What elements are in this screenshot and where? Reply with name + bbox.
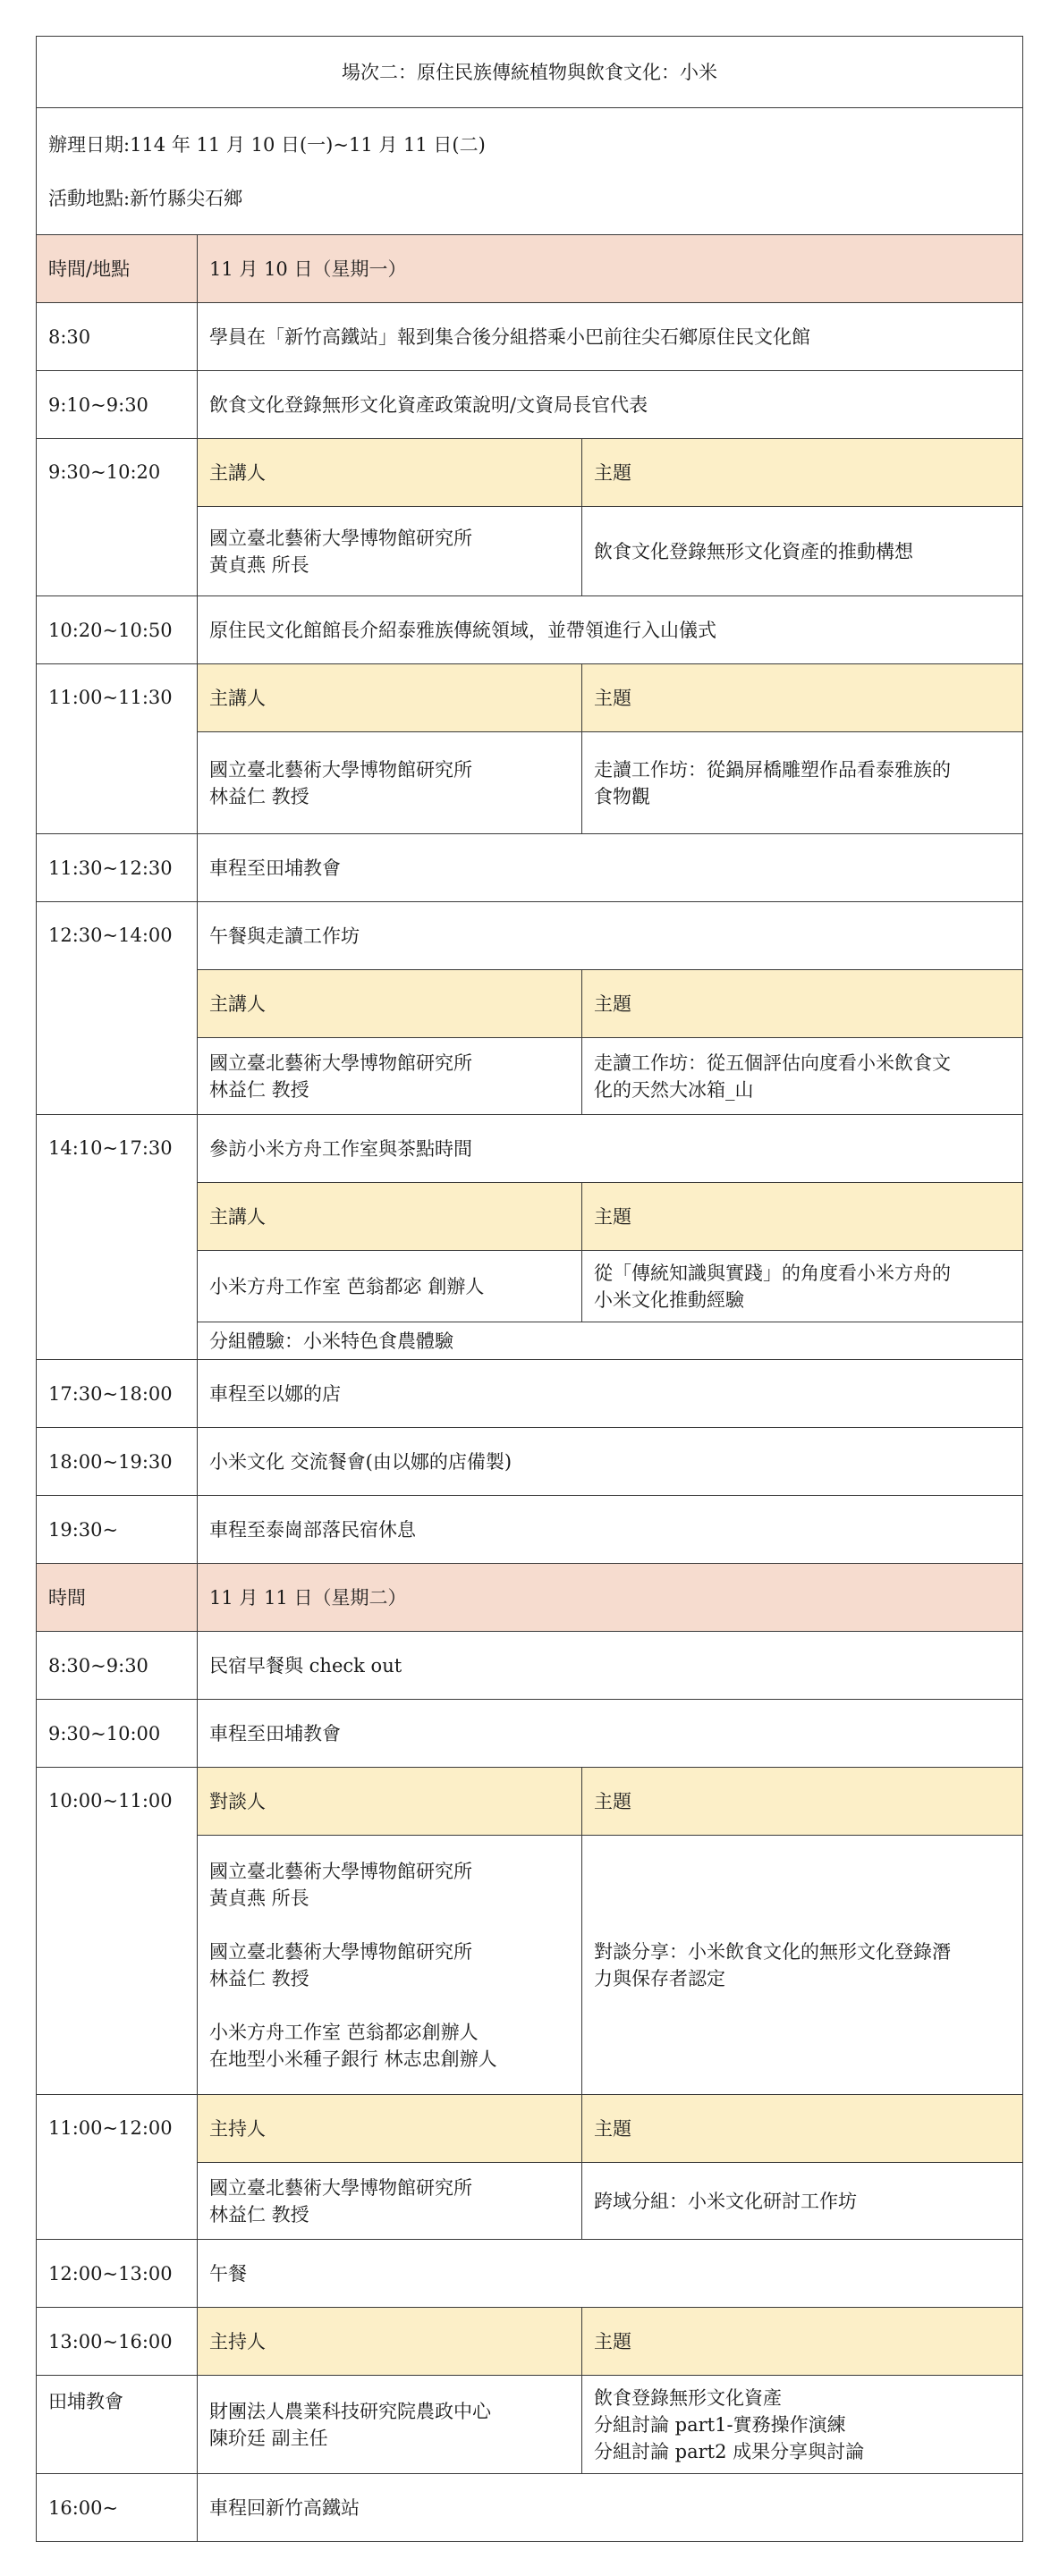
info-cell (37, 108, 1023, 235)
day1-header-row (37, 235, 1023, 303)
topic-cell (582, 732, 1023, 834)
speaker-header: 主講人 (198, 664, 582, 732)
activity-cell: 車程至以娜的店 (198, 1360, 1023, 1428)
event-location: 活動地點:新竹縣尖石鄉 (48, 187, 243, 209)
topic-cell: 跨域分組：小米文化研討工作坊 (582, 2163, 1023, 2240)
time-cell: 14:10~17:30 (37, 1115, 198, 1360)
topic-line: 小米文化推動經驗 (594, 1288, 744, 1311)
time-cell: 8:30~9:30 (37, 1632, 198, 1700)
time-cell: 17:30~18:00 (37, 1360, 198, 1428)
time-cell: 13:00~16:00 (37, 2308, 198, 2376)
speaker-header: 主講人 (198, 1183, 582, 1251)
host-name: 林益仁 教授 (209, 2203, 309, 2225)
time-cell: 19:30~ (37, 1496, 198, 1564)
time-cell: 18:00~19:30 (37, 1428, 198, 1496)
speaker-header-row (37, 664, 1023, 732)
topic-line: 飲食登錄無形文化資產 (594, 2386, 782, 2409)
activity-cell: 午餐與走讀工作坊 (198, 902, 1023, 970)
topic-line: 從「傳統知識與實踐」的角度看小米方舟的 (594, 1262, 951, 1284)
host-name: 陳玠廷 副主任 (209, 2427, 328, 2449)
speaker-cell (198, 1038, 582, 1115)
topic-line: 分組討論 part1-實務操作演練 (594, 2413, 846, 2436)
activity-cell: 車程至田埔教會 (198, 834, 1023, 902)
host-header: 主持人 (198, 2308, 582, 2376)
speaker-name: 林益仁 教授 (209, 1967, 309, 1989)
schedule-row (37, 1428, 1023, 1496)
host-header-row (37, 2095, 1023, 2163)
speaker-cell (198, 1836, 582, 2095)
host-affiliation: 國立臺北藝術大學博物館研究所 (209, 2176, 472, 2199)
topic-header: 主題 (582, 2308, 1023, 2376)
topic-cell (582, 2376, 1023, 2474)
topic-header: 主題 (582, 664, 1023, 732)
activity-cell: 飲食文化登錄無形文化資產政策說明/文資局長官代表 (198, 371, 1023, 439)
topic-line: 對談分享：小米飲食文化的無形文化登錄潛 (594, 1940, 951, 1963)
speaker-affiliation: 國立臺北藝術大學博物館研究所 (209, 758, 472, 781)
host-header-row (37, 2308, 1023, 2376)
speaker-affiliation: 國立臺北藝術大學博物館研究所 (209, 1052, 472, 1074)
schedule-row (37, 1115, 1023, 1183)
event-dates: 辦理日期:114 年 11 月 10 日(一)~11 月 11 日(二) (48, 133, 486, 156)
schedule-row (37, 1496, 1023, 1564)
speaker-name: 林益仁 教授 (209, 1078, 309, 1101)
activity-cell: 午餐 (198, 2240, 1023, 2308)
schedule-row (37, 1360, 1023, 1428)
topic-cell (582, 1038, 1023, 1115)
time-cell: 10:00~11:00 (37, 1768, 198, 2095)
time-cell: 16:00~ (37, 2474, 198, 2542)
day2-header-row (37, 1564, 1023, 1632)
topic-cell (582, 1836, 1023, 2095)
speaker-name: 林益仁 教授 (209, 785, 309, 807)
info-row (37, 108, 1023, 235)
topic-header: 主題 (582, 970, 1023, 1038)
topic-line: 走讀工作坊：從鍋屏橋雕塑作品看泰雅族的 (594, 758, 951, 781)
time-cell: 12:00~13:00 (37, 2240, 198, 2308)
activity-cell: 小米文化 交流餐會(由以娜的店備製) (198, 1428, 1023, 1496)
host-cell (198, 2163, 582, 2240)
activity-cell: 車程回新竹高鐵站 (198, 2474, 1023, 2542)
activity-cell: 民宿早餐與 check out (198, 1632, 1023, 1700)
speaker-cell (198, 507, 582, 596)
schedule-row (37, 596, 1023, 664)
place-cell: 田埔教會 (37, 2376, 198, 2474)
topic-cell (582, 1251, 1023, 1322)
time-cell: 11:00~11:30 (37, 664, 198, 834)
speaker-header: 主講人 (198, 970, 582, 1038)
speaker-affiliation: 國立臺北藝術大學博物館研究所 (209, 1940, 472, 1963)
time-cell: 12:30~14:00 (37, 902, 198, 1115)
schedule-row (37, 1700, 1023, 1768)
topic-line: 走讀工作坊：從五個評估向度看小米飲食文 (594, 1052, 951, 1074)
host-header: 主持人 (198, 2095, 582, 2163)
activity-cell: 參訪小米方舟工作室與茶點時間 (198, 1115, 1023, 1183)
speaker-affiliation: 國立臺北藝術大學博物館研究所 (209, 1860, 472, 1882)
topic-line: 力與保存者認定 (594, 1967, 725, 1989)
speaker-cell (198, 732, 582, 834)
activity-cell: 分組體驗：小米特色食農體驗 (198, 1322, 1023, 1360)
speaker-header-row (37, 1768, 1023, 1836)
speaker-name: 黃貞燕 所長 (209, 553, 309, 576)
schedule-row (37, 2474, 1023, 2542)
schedule-row (37, 2240, 1023, 2308)
schedule-sheet (36, 36, 1023, 2542)
session-title: 場次二：原住民族傳統植物與飲食文化：小米 (37, 37, 1023, 108)
schedule-row (37, 371, 1023, 439)
time-cell: 10:20~10:50 (37, 596, 198, 664)
schedule-row (37, 834, 1023, 902)
schedule-row (37, 1632, 1023, 1700)
day2-header-date: 11 月 11 日（星期二） (198, 1564, 1023, 1632)
time-cell: 8:30 (37, 303, 198, 371)
speaker-name: 黃貞燕 所長 (209, 1887, 309, 1909)
topic-line: 化的天然大冰箱_山 (594, 1078, 754, 1101)
time-cell: 11:30~12:30 (37, 834, 198, 902)
schedule-row (37, 303, 1023, 371)
topic-header: 主題 (582, 2095, 1023, 2163)
speaker-cell: 小米方舟工作室 芭翁都宓 創辦人 (198, 1251, 582, 1322)
activity-cell: 原住民文化館館長介紹泰雅族傳統領域，並帶領進行入山儀式 (198, 596, 1023, 664)
topic-line: 分組討論 part2 成果分享與討論 (594, 2440, 865, 2462)
host-affiliation: 財團法人農業科技研究院農政中心 (209, 2400, 491, 2422)
speaker-header-row (37, 439, 1023, 507)
topic-header: 主題 (582, 1768, 1023, 1836)
speaker-name: 在地型小米種子銀行 林志忠創辦人 (209, 2048, 497, 2070)
speaker-name: 小米方舟工作室 芭翁都宓創辦人 (209, 2021, 479, 2043)
host-row (37, 2376, 1023, 2474)
topic-header: 主題 (582, 1183, 1023, 1251)
activity-cell: 學員在「新竹高鐵站」報到集合後分組搭乘小巴前往尖石鄉原住民文化館 (198, 303, 1023, 371)
activity-cell: 車程至泰崗部落民宿休息 (198, 1496, 1023, 1564)
time-cell: 11:00~12:00 (37, 2095, 198, 2240)
day2-header-time: 時間 (37, 1564, 198, 1632)
speaker-header: 主講人 (198, 439, 582, 507)
day1-header-time: 時間/地點 (37, 235, 198, 303)
topic-cell: 飲食文化登錄無形文化資產的推動構想 (582, 507, 1023, 596)
day1-header-date: 11 月 10 日（星期一） (198, 235, 1023, 303)
topic-header: 主題 (582, 439, 1023, 507)
speaker-header: 對談人 (198, 1768, 582, 1836)
speaker-affiliation: 國立臺北藝術大學博物館研究所 (209, 527, 472, 549)
time-cell: 9:30~10:00 (37, 1700, 198, 1768)
schedule-row (37, 902, 1023, 970)
title-row (37, 37, 1023, 108)
time-cell: 9:30~10:20 (37, 439, 198, 596)
activity-cell: 車程至田埔教會 (198, 1700, 1023, 1768)
host-cell (198, 2376, 582, 2474)
schedule-table (36, 36, 1023, 2542)
topic-line: 食物觀 (594, 785, 650, 807)
time-cell: 9:10~9:30 (37, 371, 198, 439)
